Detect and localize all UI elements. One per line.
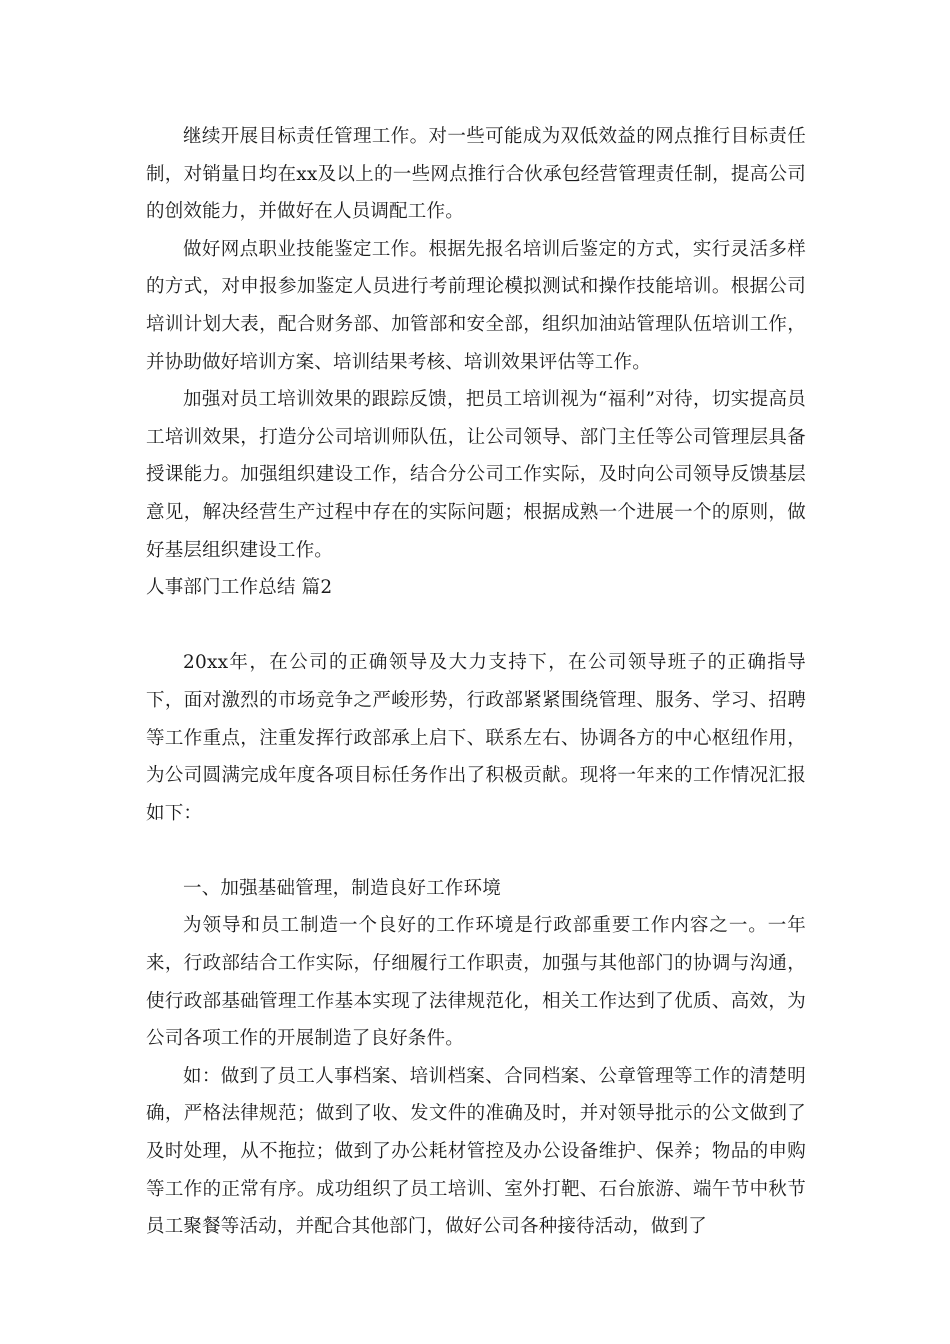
paragraph-work-environment: 为领导和员工制造一个良好的工作环境是行政部重要工作内容之一。一年来，行政部结合工作实际，仔细履行工作职责，加强与其他部门的协调与沟通，使行政部基础管理工作基本实现了法律规范化，相关工作达到了优质、高效，为公司各项工作的开展制造了良好条件。 <box>146 915 806 1050</box>
spacer <box>146 607 806 645</box>
paragraph-examples: 如：做到了员工人事档案、培训档案、合同档案、公章管理等工作的清楚明确，严格法律规范；做到了收、发文件的准确及时，并对领导批示的公文做到了及时处理，从不拖拉；做到了办公耗材管控及办公设备维护、保养；物品的申购等工作的正常有序。成功组织了员工培训、室外打靶、石台旅游、端午节中秋节员工聚餐等活动，并配合其他部门，做好公司各种接待活动，做到了 <box>146 1065 806 1238</box>
paragraph-skill-appraisal: 做好网点职业技能鉴定工作。根据先报名培训后鉴定的方式，实行灵活多样的方式，对申报参加鉴定人员进行考前理论模拟测试和操作技能培训。根据公司培训计划大表，配合财务部、加管部和安全部，组织加油站管理队伍培训工作，并协助做好培训方案、培训结果考核、培训效果评估等工作。 <box>146 238 806 373</box>
paragraph-training-feedback: 加强对员工培训效果的跟踪反馈，把员工培训视为“福利”对待，切实提高员工培训效果，打造分公司培训师队伍，让公司领导、部门主任等公司管理层具备授课能力。加强组织建设工作，结合分公司工作实际，及时向公司领导反馈基层意见，解决经营生产过程中存在的实际问题；根据成熟一个进展一个的原则，做好基层组织建设工作。 <box>146 389 806 561</box>
subsection-title: 一、加强基础管理，制造良好工作环境 <box>183 877 501 899</box>
document-page <box>146 118 806 1246</box>
spacer <box>146 832 806 870</box>
paragraph-intro: 20xx年，在公司的正确领导及大力支持下，在公司领导班子的正确指导下，面对激烈的市场竞争之严峻形势，行政部紧紧围绕管理、服务、学习、招聘等工作重点，注重发挥行政部承上启下、联系左右、协调各方的中心枢纽作用，为公司圆满完成年度各项目标任务作出了积极贡献。现将一年来的工作情况汇报如下： <box>146 652 806 824</box>
paragraph-target-responsibility: 继续开展目标责任管理工作。对一些可能成为双低效益的网点推行目标责任制，对销量日均在xx及以上的一些网点推行合伙承包经营管理责任制，提高公司的创效能力，并做好在人员调配工作。 <box>146 126 806 223</box>
section-title: 人事部门工作总结 篇2 <box>146 577 333 599</box>
